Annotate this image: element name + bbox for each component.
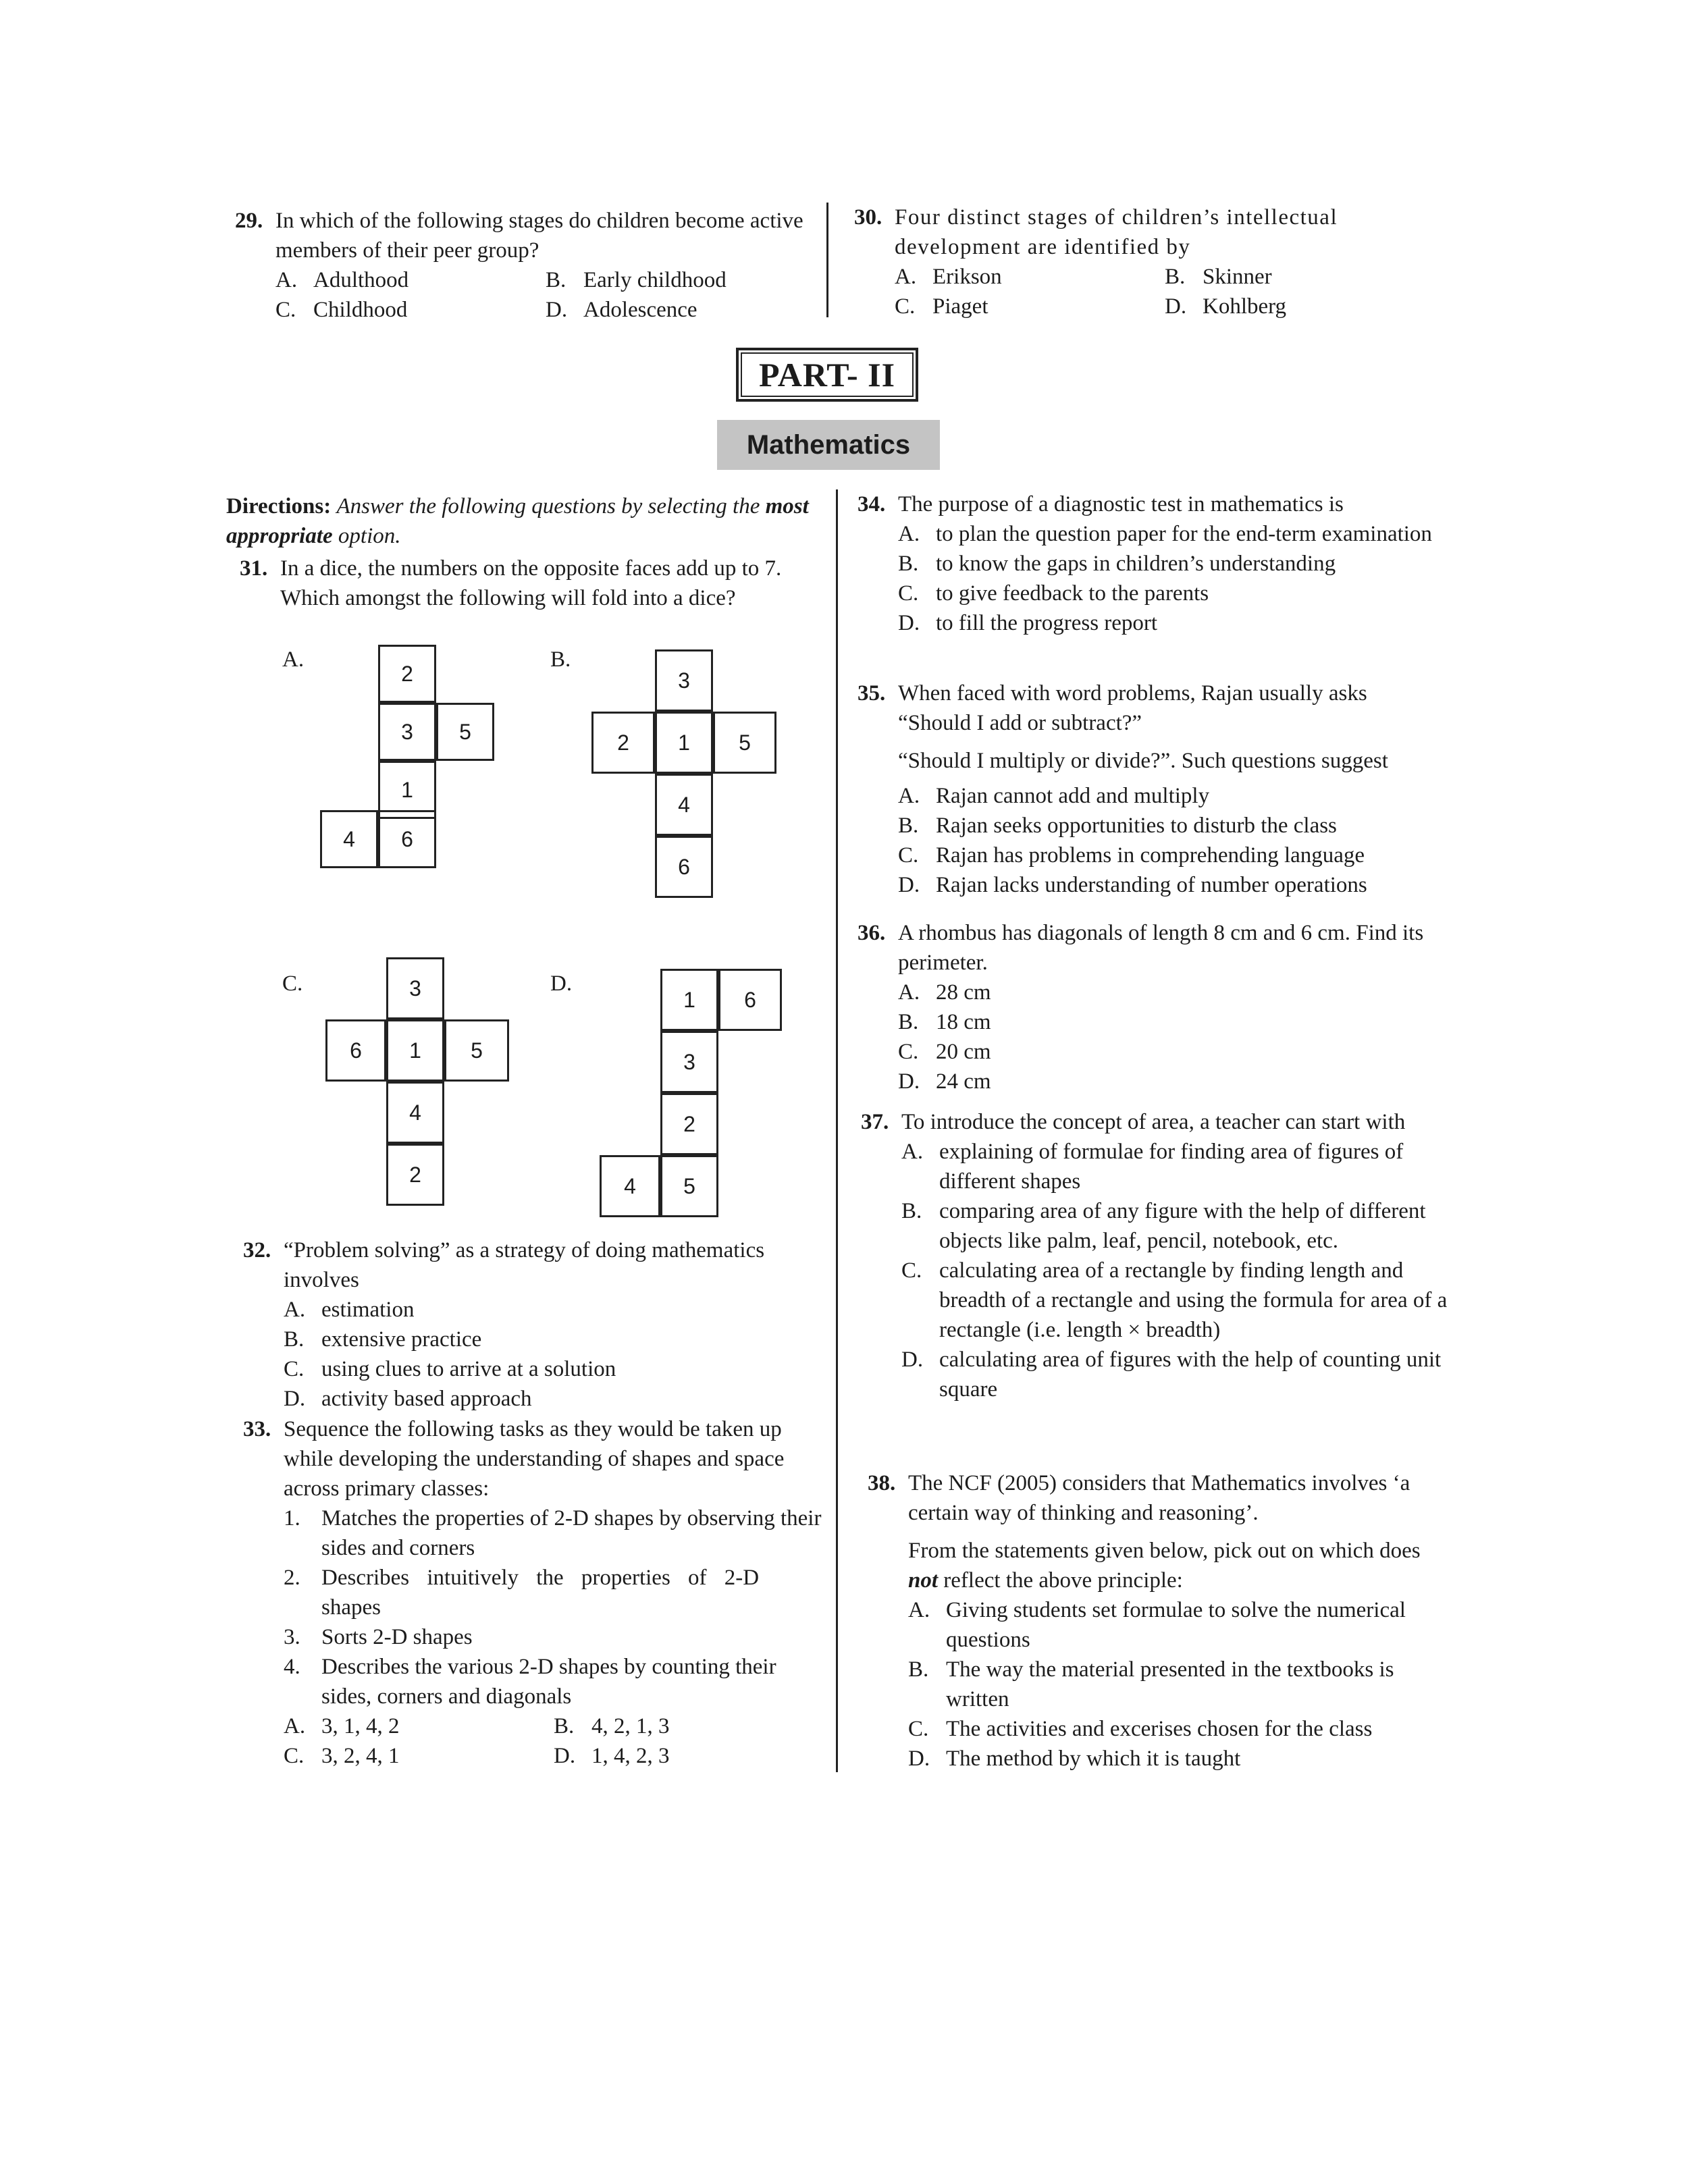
question-33 [243, 1414, 824, 1771]
question-38 [868, 1468, 1448, 1774]
option-label: C. [901, 1258, 922, 1283]
option-text: 1, 4, 2, 3 [591, 1744, 670, 1768]
question-number: 29. [235, 209, 263, 233]
net-cell: 3 [660, 1031, 718, 1093]
option-label: A. [898, 784, 920, 808]
options [898, 978, 1445, 1096]
option-label: B. [908, 1657, 929, 1682]
option-d[interactable] [901, 1345, 1448, 1404]
net-cell: 6 [655, 836, 713, 898]
directions [226, 491, 820, 551]
option-d[interactable] [546, 295, 816, 325]
option-d[interactable] [898, 1067, 1445, 1096]
option-text: explaining of formulae for finding area of figures of different shapes [939, 1140, 1404, 1194]
option-c[interactable] [901, 1256, 1448, 1345]
option-b[interactable] [546, 265, 816, 295]
option-text: The method by which it is taught [946, 1747, 1241, 1771]
net-cell: 2 [591, 712, 655, 774]
net-cell: 1 [655, 712, 713, 774]
sequence-item [284, 1622, 824, 1652]
option-text: 3, 1, 4, 2 [321, 1714, 400, 1738]
option-d[interactable] [898, 870, 1445, 900]
option-text: 4, 2, 1, 3 [591, 1714, 670, 1738]
option-c[interactable] [898, 579, 1445, 608]
option-text: Kohlberg [1203, 294, 1287, 319]
option-label: C. [284, 1357, 305, 1381]
option-b[interactable] [898, 549, 1445, 579]
net-cell: 4 [600, 1155, 660, 1217]
directions-tail: option. [338, 524, 401, 548]
option-label: A. [275, 268, 298, 292]
option-label: A. [901, 1140, 924, 1164]
question-number: 34. [858, 492, 886, 516]
item-label: 1. [284, 1506, 300, 1530]
option-a[interactable] [898, 519, 1445, 549]
option-c[interactable] [898, 1037, 1445, 1067]
net-cell: 1 [378, 761, 436, 819]
item-text: Describes the various 2-D shapes by counting their sides, corners and diagonals [321, 1655, 776, 1709]
net-cell: 6 [325, 1019, 386, 1082]
net-cell: 5 [436, 703, 494, 761]
option-text: to give feedback to the parents [936, 581, 1209, 606]
option-b[interactable] [901, 1196, 1448, 1256]
option-label: B. [554, 1714, 575, 1738]
sequence-items [284, 1503, 824, 1711]
question-number: 31. [240, 556, 268, 581]
options [895, 262, 1435, 321]
option-label: A. [908, 1598, 930, 1622]
option-text: activity based approach [321, 1387, 532, 1411]
option-label: A. [284, 1298, 306, 1322]
net-cell: 2 [378, 645, 436, 703]
option-d[interactable] [908, 1744, 1448, 1774]
part-title-box [736, 348, 918, 402]
item-text: Sorts 2-D shapes [321, 1625, 473, 1649]
question-34 [858, 489, 1445, 638]
option-text: Rajan has problems in comprehending language [936, 843, 1365, 868]
option-text: Giving students set formulae to solve the numerical questions [946, 1598, 1406, 1652]
net-cell: 3 [378, 703, 436, 761]
options [898, 781, 1445, 900]
option-b[interactable] [908, 1655, 1448, 1714]
item-text: Describes intuitively the properties of 2-D shapes [321, 1566, 760, 1620]
option-c[interactable] [908, 1714, 1448, 1744]
option-text: 3, 2, 4, 1 [321, 1744, 400, 1768]
question-number: 32. [243, 1238, 271, 1262]
options [898, 519, 1445, 638]
question-text: When faced with word problems, Rajan usually asks “Should I add or subtract?” [898, 681, 1367, 735]
option-text: to fill the progress report [936, 611, 1158, 635]
option-b[interactable] [284, 1325, 824, 1354]
option-b[interactable] [898, 811, 1445, 841]
question-text-emphasis: not [908, 1568, 939, 1593]
option-label: B. [546, 268, 566, 292]
option-text: to know the gaps in children’s understanding [936, 552, 1336, 576]
sequence-item [284, 1652, 824, 1711]
options [908, 1595, 1448, 1774]
option-c[interactable] [275, 295, 546, 325]
option-text: comparing area of any figure with the help of different objects like palm, leaf, pencil, notebook, etc. [939, 1199, 1426, 1253]
option-text: calculating area of a rectangle by finding length and breadth of a rectangle and using the formula for area of a rectangle (i.e. length × breadth) [939, 1258, 1448, 1342]
option-label: A. [898, 522, 920, 546]
option-text: 28 cm [936, 980, 991, 1005]
question-text: The purpose of a diagnostic test in mathematics is [898, 492, 1344, 516]
question-number: 37. [861, 1110, 889, 1134]
question-number: 36. [858, 921, 886, 945]
question-30 [854, 203, 1435, 321]
option-label: D. [898, 873, 920, 897]
option-d[interactable] [284, 1384, 824, 1414]
option-b[interactable] [898, 1007, 1445, 1037]
column-divider-main [836, 489, 838, 1772]
option-text: Erikson [932, 265, 1002, 289]
option-label: D. [901, 1348, 924, 1372]
sequence-item [284, 1563, 824, 1622]
option-label: D. [1165, 294, 1187, 319]
sequence-item [284, 1503, 824, 1563]
option-a[interactable] [284, 1711, 554, 1741]
option-label: A. [898, 980, 920, 1005]
question-text: In a dice, the numbers on the opposite faces add up to 7. Which amongst the following will fold into a dice? [280, 556, 782, 610]
question-35 [858, 678, 1445, 900]
option-a[interactable] [275, 265, 546, 295]
option-label: B. [901, 1199, 922, 1223]
option-label: B. [898, 814, 919, 838]
option-text: Adulthood [313, 268, 409, 292]
option-c[interactable] [898, 841, 1445, 870]
option-label: D. [898, 1069, 920, 1094]
option-label: C. [895, 294, 916, 319]
option-text: using clues to arrive at a solution [321, 1357, 616, 1381]
option-text: 20 cm [936, 1040, 991, 1064]
option-c[interactable] [284, 1354, 824, 1384]
option-text: Childhood [313, 298, 408, 322]
question-36 [858, 918, 1445, 1096]
question-29 [235, 206, 829, 325]
option-a[interactable] [908, 1595, 1448, 1655]
net-label: D. [550, 971, 573, 996]
question-37 [861, 1107, 1448, 1404]
net-cell: 4 [386, 1082, 444, 1144]
question-number: 35. [858, 681, 886, 705]
net-cell: 3 [386, 957, 444, 1019]
part-title: PART- II [741, 352, 914, 397]
option-label: A. [895, 265, 917, 289]
question-text-continued: “Should I multiply or divide?”. Such questions suggest [898, 749, 1388, 773]
option-text: extensive practice [321, 1327, 482, 1352]
question-text-part: From the statements given below, pick out on which does [908, 1539, 1421, 1563]
question-text: To introduce the concept of area, a teacher can start with [901, 1110, 1406, 1134]
option-label: B. [898, 1010, 919, 1034]
option-a[interactable] [895, 262, 1165, 292]
option-text: Early childhood [583, 268, 727, 292]
option-b[interactable] [1165, 262, 1435, 292]
question-text-part: reflect the above principle: [943, 1568, 1183, 1593]
net-cell: 2 [660, 1093, 718, 1155]
option-text: Piaget [932, 294, 988, 319]
item-text: Matches the properties of 2-D shapes by observing their sides and corners [321, 1506, 822, 1560]
option-text: Rajan lacks understanding of number operations [936, 873, 1367, 897]
question-text: The NCF (2005) considers that Mathematics involves ‘a certain way of thinking and reasoning’. [908, 1471, 1410, 1525]
net-cell: 6 [378, 810, 436, 868]
option-a[interactable] [901, 1137, 1448, 1196]
subject-heading: Mathematics [717, 420, 940, 470]
option-label: B. [284, 1327, 305, 1352]
item-label: 4. [284, 1655, 300, 1679]
item-label: 3. [284, 1625, 300, 1649]
net-cell: 1 [386, 1019, 444, 1082]
option-text: 18 cm [936, 1010, 991, 1034]
item-label: 2. [284, 1566, 300, 1590]
option-c[interactable] [284, 1741, 554, 1771]
option-label: C. [284, 1744, 305, 1768]
directions-lead: Directions: [226, 494, 332, 518]
directions-text: Answer the following questions by selecting the [336, 494, 760, 518]
options [284, 1295, 824, 1414]
option-text: Skinner [1203, 265, 1272, 289]
option-d[interactable] [1165, 292, 1435, 321]
option-c[interactable] [895, 292, 1165, 321]
option-a[interactable] [898, 978, 1445, 1007]
question-text: Sequence the following tasks as they would be taken up while developing the understanding of shapes and space across primary classes: [284, 1417, 785, 1501]
question-number: 30. [854, 205, 882, 230]
question-text-continued [908, 1536, 1448, 1595]
net-cell: 5 [660, 1155, 718, 1217]
net-cell: 1 [660, 969, 718, 1031]
option-label: D. [908, 1747, 930, 1771]
option-text: estimation [321, 1298, 415, 1322]
option-text: Adolescence [583, 298, 697, 322]
column-divider-top [826, 203, 828, 317]
option-text: 24 cm [936, 1069, 991, 1094]
option-text: calculating area of figures with the help of counting unit square [939, 1348, 1442, 1402]
net-cell: 6 [718, 969, 782, 1031]
directions-emphasis: most appropriate [226, 494, 809, 548]
option-d[interactable] [554, 1741, 824, 1771]
options [901, 1137, 1448, 1404]
option-label: C. [908, 1717, 929, 1741]
option-label: C. [275, 298, 296, 322]
option-label: D. [898, 611, 920, 635]
net-label: B. [550, 647, 571, 672]
option-text: The way the material presented in the textbooks is written [946, 1657, 1394, 1711]
option-label: C. [898, 581, 919, 606]
net-label: C. [282, 971, 303, 996]
option-label: D. [284, 1387, 306, 1411]
option-label: B. [898, 552, 919, 576]
net-cell: 5 [713, 712, 776, 774]
option-text: to plan the question paper for the end-term examination [936, 522, 1432, 546]
question-text: A rhombus has diagonals of length 8 cm and 6 cm. Find its perimeter. [898, 921, 1424, 975]
net-cell: 4 [655, 774, 713, 836]
option-b[interactable] [554, 1711, 824, 1741]
option-label: C. [898, 1040, 919, 1064]
net-cell: 4 [320, 810, 378, 868]
question-31 [240, 554, 820, 613]
net-cell: 2 [386, 1144, 444, 1206]
options [284, 1711, 824, 1771]
question-text: “Problem solving” as a strategy of doing mathematics involves [284, 1238, 765, 1292]
question-text: Four distinct stages of children’s intellectual development are identified by [895, 205, 1338, 259]
option-label: C. [898, 843, 919, 868]
question-number: 33. [243, 1417, 271, 1441]
question-32 [243, 1235, 824, 1414]
net-cell: 5 [444, 1019, 509, 1082]
option-label: A. [284, 1714, 306, 1738]
option-label: D. [554, 1744, 576, 1768]
net-label: A. [282, 647, 305, 672]
option-label: D. [546, 298, 568, 322]
options [275, 265, 829, 325]
option-label: B. [1165, 265, 1186, 289]
option-text: The activities and excerises chosen for the class [946, 1717, 1373, 1741]
option-a[interactable] [284, 1295, 824, 1325]
option-a[interactable] [898, 781, 1445, 811]
option-d[interactable] [898, 608, 1445, 638]
question-number: 38. [868, 1471, 896, 1495]
option-text: Rajan cannot add and multiply [936, 784, 1210, 808]
question-text: In which of the following stages do children become active members of their peer group? [275, 209, 803, 263]
net-cell: 3 [655, 649, 713, 712]
option-text: Rajan seeks opportunities to disturb the class [936, 814, 1337, 838]
